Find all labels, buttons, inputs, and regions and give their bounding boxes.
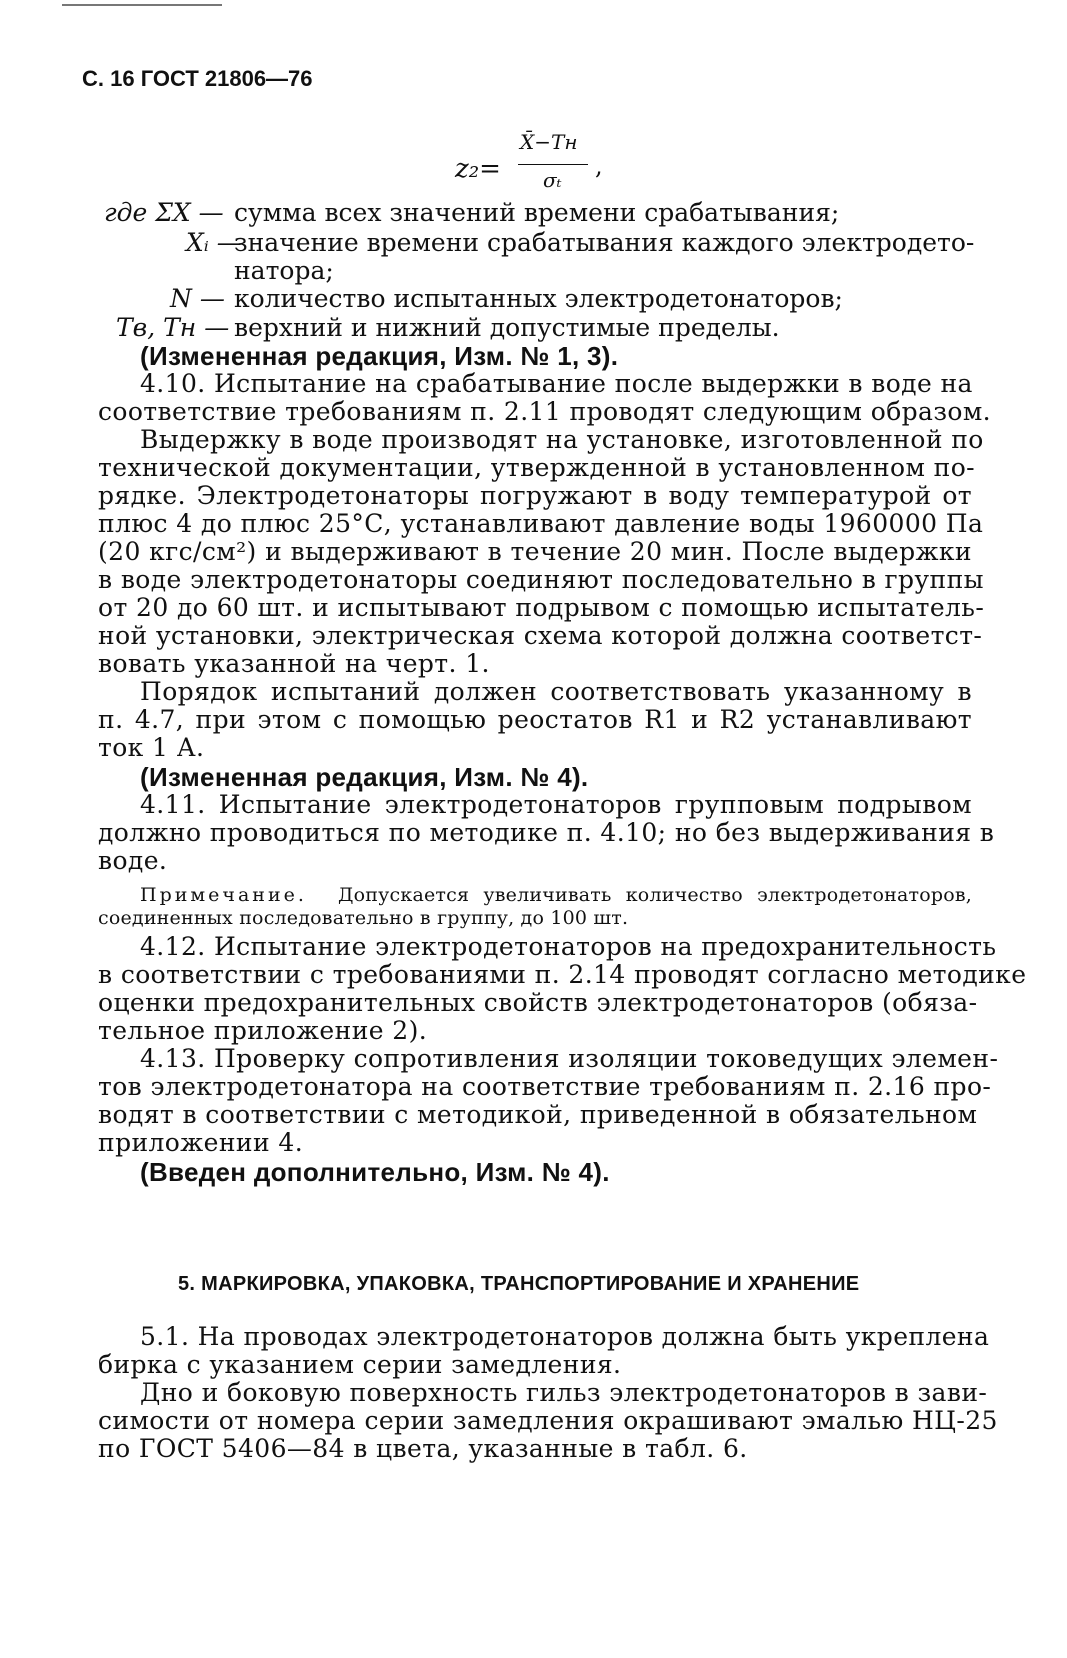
paragraph-5-1-line: бирка с указанием серии замедления. xyxy=(98,1350,622,1379)
paragraph-4-13-line: водят в соответствии с методикой, приведенной в обязательном xyxy=(98,1100,978,1129)
formula-denominator: σₜ xyxy=(543,168,562,192)
definition-text: верхний и нижний допустимые пределы. xyxy=(234,313,780,342)
paragraph-4-10-line: ной установки, электрическая схема которой должна соответст- xyxy=(98,621,983,650)
paragraph-4-11-line: должно проводиться по методике п. 4.10; но без выдерживания в xyxy=(98,818,995,847)
paragraph-5-1-line: по ГОСТ 5406—84 в цвета, указанные в табл. 6. xyxy=(98,1434,748,1463)
paragraph-4-12-line: тельное приложение 2). xyxy=(98,1016,428,1045)
definition-text: натора; xyxy=(234,256,334,285)
paragraph-4-12-line: 4.12. Испытание электродетонаторов на предохранительность xyxy=(140,932,997,961)
paragraph-5-1-line: Дно и боковую поверхность гильз электродетонаторов в зави- xyxy=(140,1378,988,1407)
section-title: 5. МАРКИРОВКА, УПАКОВКА, ТРАНСПОРТИРОВАНИЕ И ХРАНЕНИЕ xyxy=(178,1273,860,1295)
formula-tail: , xyxy=(595,152,603,180)
paragraph-4-12-line: в соответствии с требованиями п. 2.14 проводят согласно методике xyxy=(98,960,1027,989)
paragraph-4-12-line: оценки предохранительных свойств электродетонаторов (обяза- xyxy=(98,988,978,1017)
paragraph-4-10-line: Порядок испытаний должен соответствовать указанному в xyxy=(140,677,972,706)
paragraph-4-10-line: п. 4.7, при этом с помощью реостатов R1 и R2 устанавливают xyxy=(98,705,972,734)
definition-term: Xᵢ — xyxy=(186,228,242,257)
page-header: С. 16 ГОСТ 21806—76 xyxy=(82,66,313,91)
definition-text: сумма всех значений времени срабатывания; xyxy=(234,198,840,227)
paragraph-5-1-line: 5.1. На проводах электродетонаторов должна быть укреплена xyxy=(140,1322,990,1351)
definition-text: значение времени срабатывания каждого электродето- xyxy=(234,228,975,257)
paragraph-4-10-line: рядке. Электродетонаторы погружают в воду температурой от xyxy=(98,481,972,510)
paragraph-4-10-line: ток 1 А. xyxy=(98,733,205,762)
paragraph-4-11-line: воде. xyxy=(98,846,168,875)
note-line: Допускается увеличивать количество электродетонаторов, xyxy=(338,884,972,906)
formula-numerator: X̄−Tн xyxy=(520,130,578,154)
paragraph-4-10-line: вовать указанной на черт. 1. xyxy=(98,649,490,678)
paragraph-4-10-line: в воде электродетонаторы соединяют последовательно в группы xyxy=(98,565,984,594)
paragraph-4-10-line: 4.10. Испытание на срабатывание после выдержки в воде на xyxy=(140,369,973,398)
note-line: соединенных последовательно в группу, до 100 шт. xyxy=(98,907,629,929)
formula-lhs: z₂= xyxy=(455,154,501,184)
paragraph-5-1-line: симости от номера серии замедления окрашивают эмалью НЦ-25 xyxy=(98,1406,998,1435)
paragraph-4-10-line: технической документации, утвержденной в установленном по- xyxy=(98,453,976,482)
definition-text: количество испытанных электродетонаторов; xyxy=(234,284,843,313)
definition-term: N — xyxy=(170,284,225,313)
scan-edge-mark xyxy=(62,4,222,6)
paragraph-4-13-line: приложении 4. xyxy=(98,1128,304,1157)
note-label: Примечание. xyxy=(140,884,307,906)
amendment-note: (Измененная редакция, Изм. № 1, 3). xyxy=(140,341,619,371)
paragraph-4-10-line: плюс 4 до плюс 25°С, устанавливают давление воды 1960000 Па xyxy=(98,509,984,538)
paragraph-4-10-line: Выдержку в воде производят на установке, изготовленной по xyxy=(140,425,984,454)
definition-term: где ΣX — xyxy=(104,198,224,227)
amendment-note: (Введен дополнительно, Изм. № 4). xyxy=(140,1157,610,1187)
paragraph-4-13-line: 4.13. Проверку сопротивления изоляции токоведущих элемен- xyxy=(140,1044,999,1073)
paragraph-4-11-line: 4.11. Испытание электродетонаторов групповым подрывом xyxy=(140,790,972,819)
definition-term: Tв, Tн — xyxy=(116,313,230,342)
paragraph-4-10-line: соответствие требованиям п. 2.11 проводят следующим образом. xyxy=(98,397,992,426)
formula-fraction-bar xyxy=(518,164,588,165)
paragraph-4-10-line: (20 кгс/см²) и выдерживают в течение 20 мин. После выдержки xyxy=(98,537,972,566)
amendment-note: (Измененная редакция, Изм. № 4). xyxy=(140,762,589,792)
paragraph-4-13-line: тов электродетонатора на соответствие требованиям п. 2.16 про- xyxy=(98,1072,992,1101)
paragraph-4-10-line: от 20 до 60 шт. и испытывают подрывом с помощью испытатель- xyxy=(98,593,985,622)
